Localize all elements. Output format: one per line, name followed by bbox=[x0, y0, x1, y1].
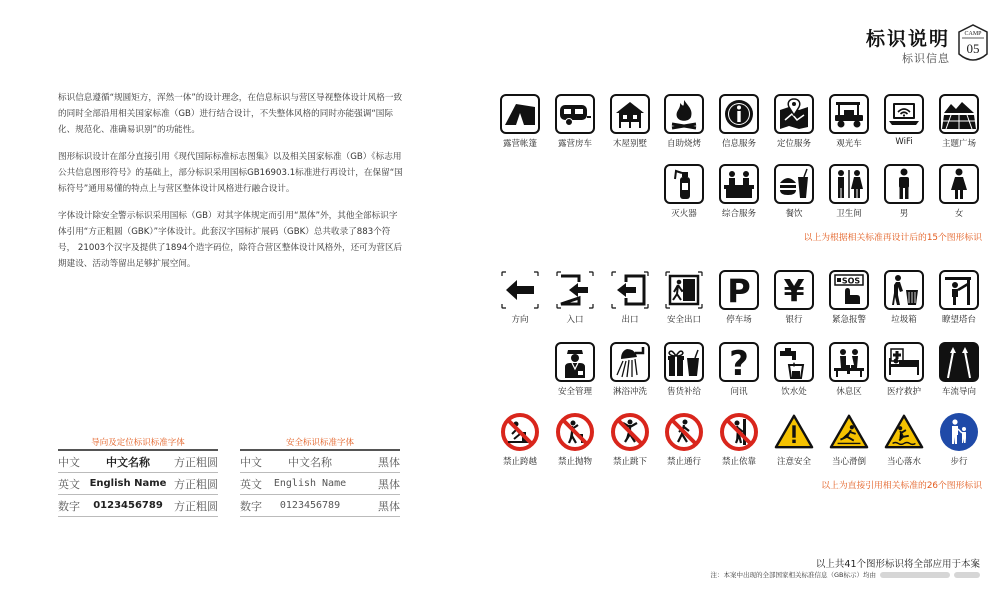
icon-label: 出口 bbox=[621, 315, 639, 325]
table-row bbox=[58, 473, 218, 495]
pedestrian-icon-tile bbox=[939, 412, 983, 467]
rest-area-icon-tile bbox=[829, 342, 873, 397]
lookout-icon bbox=[939, 270, 979, 310]
security-icon-tile bbox=[555, 342, 599, 397]
restroom-icon-tile bbox=[829, 164, 873, 219]
sos-icon-tile bbox=[829, 270, 873, 325]
icon-label: 医疗救护 bbox=[886, 387, 921, 397]
sos-icon bbox=[829, 270, 869, 310]
table-cell: 中文 bbox=[240, 455, 262, 469]
no-climbing-icon bbox=[500, 412, 540, 452]
table-row bbox=[240, 473, 400, 495]
note-direct: 以上为直接引用相关标准的26个图形标识 bbox=[821, 481, 982, 491]
icon-label: 紧急报警 bbox=[831, 315, 866, 325]
exit-icon bbox=[610, 270, 650, 310]
table-cell: 英文 bbox=[58, 477, 80, 491]
note-redesigned: 以上为根据相关标准再设计后的15个图形标识 bbox=[803, 233, 982, 243]
table-cell: 方正粗圆 bbox=[174, 477, 218, 491]
no-throwing-icon-tile bbox=[555, 412, 599, 467]
restroom-icon bbox=[829, 164, 869, 204]
fall-water-icon bbox=[884, 412, 924, 452]
intro-paragraph: 图形标识设计在部分直接引用《现代国际标准标志图集》以及相关国家标准（GB）《标志用公共信息图形符号》的基础上，部分标识采用国标GB16903.1标准进行再设计，在保留“国标符号”通用易懂的特点上与营区整体设计风格进行融合设计。 bbox=[58, 152, 403, 194]
shower-icon-tile bbox=[610, 342, 654, 397]
icon-label: 露营房车 bbox=[557, 139, 592, 149]
svg-text:SOS: SOS bbox=[841, 276, 861, 286]
table-cell: 英文 bbox=[240, 477, 262, 491]
icon-label: 禁止跳下 bbox=[612, 457, 647, 467]
campfire-icon-tile bbox=[664, 94, 708, 149]
table-cell: 数字 bbox=[58, 499, 80, 513]
icon-label: 木屋别墅 bbox=[612, 139, 647, 149]
extinguisher-icon bbox=[664, 164, 704, 204]
icon-label: 定位服务 bbox=[776, 139, 811, 149]
no-climbing-icon-tile bbox=[500, 412, 544, 467]
page-title: 标识说明 bbox=[865, 28, 950, 50]
icon-label: 禁止跨越 bbox=[502, 457, 537, 467]
male-icon bbox=[884, 164, 924, 204]
map-pin-icon-tile bbox=[774, 94, 818, 149]
entrance-icon-tile bbox=[555, 270, 599, 325]
icon-label: 观光车 bbox=[836, 139, 862, 149]
male-icon-tile bbox=[884, 164, 928, 219]
table-cell: 方正粗圆 bbox=[174, 499, 218, 513]
no-entry-icon-tile bbox=[664, 412, 708, 467]
icon-label: 男 bbox=[899, 209, 909, 219]
font-table-caption: 导向及定位标识标准字体 bbox=[58, 436, 218, 451]
table-cell: English Name bbox=[273, 478, 347, 489]
redacted-text bbox=[880, 572, 950, 578]
campfire-icon bbox=[664, 94, 704, 134]
svg-text:?: ? bbox=[729, 345, 749, 379]
info-icon bbox=[719, 94, 759, 134]
footer-note bbox=[711, 570, 981, 579]
shop-icon-tile bbox=[664, 342, 708, 397]
table-row bbox=[240, 451, 400, 473]
cabin-icon-tile bbox=[610, 94, 654, 149]
laptop-wifi-icon bbox=[884, 94, 924, 134]
drinking-water-icon-tile bbox=[774, 342, 818, 397]
svg-text:P: P bbox=[727, 274, 751, 306]
slippery-icon bbox=[829, 412, 869, 452]
intro-paragraph: 标识信息遵循“规圆矩方，浑然一体”的设计理念，在信息标识与营区导视整体设计风格一致的同时全部沿用相关国家标准（GB）进行结合设计，不失整体风格的同时亦能强调“国际化、规范化、准确易识别”的功能性。 bbox=[58, 93, 403, 135]
question-icon bbox=[719, 342, 759, 382]
icon-label: 入口 bbox=[566, 315, 584, 325]
no-jumping-icon bbox=[610, 412, 650, 452]
icon-label: 淋浴冲洗 bbox=[612, 387, 647, 397]
no-leaning-icon-tile bbox=[719, 412, 763, 467]
icon-label: 休息区 bbox=[836, 387, 862, 397]
icon-label: 自助烧烤 bbox=[666, 139, 701, 149]
female-icon bbox=[939, 164, 979, 204]
font-table-caption: 安全标识标准字体 bbox=[240, 436, 400, 451]
camp-badge bbox=[956, 22, 990, 66]
svg-text:¥: ¥ bbox=[783, 274, 805, 306]
service-desk-icon bbox=[719, 164, 759, 204]
shower-icon bbox=[610, 342, 650, 382]
cabin-icon bbox=[610, 94, 650, 134]
table-row bbox=[240, 495, 400, 517]
drinking-water-icon bbox=[774, 342, 814, 382]
traffic-direction-icon-tile bbox=[939, 342, 983, 397]
icon-label: 问讯 bbox=[730, 387, 748, 397]
parking-icon bbox=[719, 270, 759, 310]
icon-label: 银行 bbox=[785, 315, 803, 325]
icon-label: 禁止抛物 bbox=[557, 457, 592, 467]
arrow-left-icon-tile bbox=[500, 270, 544, 325]
intro-text bbox=[58, 90, 406, 283]
icon-label: WiFi bbox=[895, 137, 913, 147]
no-throwing-icon bbox=[555, 412, 595, 452]
security-icon bbox=[555, 342, 595, 382]
table-cell: 中文 bbox=[58, 455, 80, 469]
table-cell: 黑体 bbox=[378, 477, 400, 491]
golf-cart-icon-tile bbox=[829, 94, 873, 149]
icon-label: 信息服务 bbox=[721, 139, 756, 149]
shop-icon bbox=[664, 342, 704, 382]
table-row bbox=[58, 451, 218, 473]
font-table-safety bbox=[240, 436, 400, 517]
icon-label: 露营帐篷 bbox=[502, 139, 537, 149]
pedestrian-icon bbox=[939, 412, 979, 452]
intro-paragraph: 字体设计除安全警示标识采用国标（GB）对其字体规定而引用“黑体”外，其他全部标识字体引用“方正粗圆（GBK）”字体设计。此套汉字国标扩展码（GBK）总共收录了883个符号， 21003个汉字及提供了1894个造字码位，除符合营区整体设计风格外，还可为营区后期建设、活动等留出足够扩展空间。 bbox=[58, 211, 403, 269]
rest-area-icon bbox=[829, 342, 869, 382]
icon-label: 禁止依靠 bbox=[721, 457, 756, 467]
footer-note-text: 注：本案中出现的全部国家相关标准信息（GB标示）均由 bbox=[710, 571, 876, 579]
icon-label: 饮水处 bbox=[781, 387, 807, 397]
icon-label: 主题广场 bbox=[941, 139, 976, 149]
table-cell: 中文名称 bbox=[288, 455, 332, 469]
icon-label: 当心落水 bbox=[886, 457, 921, 467]
extinguisher-icon-tile bbox=[664, 164, 708, 219]
question-icon-tile bbox=[719, 342, 763, 397]
icon-label: 当心滑倒 bbox=[831, 457, 866, 467]
tent-icon bbox=[500, 94, 540, 134]
plaza-icon bbox=[939, 94, 979, 134]
caravan-icon-tile bbox=[555, 94, 599, 149]
redacted-text bbox=[954, 572, 980, 578]
footer-summary: 以上共41个图形标识将全部应用于本案 bbox=[815, 559, 980, 570]
table-cell: 中文名称 bbox=[106, 455, 150, 469]
icon-label: 女 bbox=[954, 209, 964, 219]
trash-icon-tile bbox=[884, 270, 928, 325]
service-desk-icon-tile bbox=[719, 164, 763, 219]
emergency-exit-icon-tile bbox=[664, 270, 708, 325]
icon-label: 垃圾箱 bbox=[891, 315, 917, 325]
icon-label: 禁止通行 bbox=[666, 457, 701, 467]
font-table-guide bbox=[58, 436, 218, 517]
no-entry-icon bbox=[664, 412, 704, 452]
plaza-icon-tile bbox=[939, 94, 983, 149]
food-icon bbox=[774, 164, 814, 204]
icon-label: 餐饮 bbox=[785, 209, 803, 219]
table-cell: 黑体 bbox=[378, 499, 400, 513]
icon-label: 步行 bbox=[950, 457, 968, 467]
icon-label: 卫生间 bbox=[836, 209, 862, 219]
info-icon-tile bbox=[719, 94, 763, 149]
table-cell: 0123456789 bbox=[279, 500, 341, 511]
fall-water-icon-tile bbox=[884, 412, 928, 467]
icon-label: 售货补给 bbox=[666, 387, 701, 397]
caution-icon bbox=[774, 412, 814, 452]
female-icon-tile bbox=[939, 164, 983, 219]
icon-label: 车流导向 bbox=[941, 387, 976, 397]
tent-icon-tile bbox=[500, 94, 544, 149]
entrance-icon bbox=[555, 270, 595, 310]
parking-icon-tile bbox=[719, 270, 763, 325]
no-jumping-icon-tile bbox=[610, 412, 654, 467]
no-leaning-icon bbox=[719, 412, 759, 452]
icon-label: 瞭望塔台 bbox=[941, 315, 976, 325]
golf-cart-icon bbox=[829, 94, 869, 134]
medical-icon bbox=[884, 342, 924, 382]
page-subtitle: 标识信息 bbox=[902, 52, 950, 65]
icon-label: 方向 bbox=[511, 315, 529, 325]
exit-icon-tile bbox=[610, 270, 654, 325]
arrow-left-icon bbox=[500, 270, 540, 310]
laptop-wifi-icon-tile bbox=[884, 94, 928, 147]
table-cell: 数字 bbox=[240, 499, 262, 513]
icon-label: 安全出口 bbox=[666, 315, 701, 325]
medical-icon-tile bbox=[884, 342, 928, 397]
slippery-icon-tile bbox=[829, 412, 873, 467]
map-pin-icon bbox=[774, 94, 814, 134]
caravan-icon bbox=[555, 94, 595, 134]
traffic-direction-icon bbox=[939, 342, 979, 382]
table-cell: English Name bbox=[89, 478, 167, 489]
icon-label: 安全管理 bbox=[557, 387, 592, 397]
icon-label: 综合服务 bbox=[721, 209, 756, 219]
trash-icon bbox=[884, 270, 924, 310]
lookout-icon-tile bbox=[939, 270, 983, 325]
bank-icon bbox=[774, 270, 814, 310]
bank-icon-tile bbox=[774, 270, 818, 325]
badge-top-text: CAMP bbox=[964, 31, 982, 37]
icon-label: 注意安全 bbox=[776, 457, 811, 467]
caution-icon-tile bbox=[774, 412, 818, 467]
icon-label: 灭火器 bbox=[671, 209, 697, 219]
badge-number: 05 bbox=[966, 41, 980, 56]
table-cell: 黑体 bbox=[378, 455, 400, 469]
table-cell: 0123456789 bbox=[93, 500, 163, 511]
table-cell: 方正粗圆 bbox=[174, 455, 218, 469]
icon-label: 停车场 bbox=[726, 315, 752, 325]
emergency-exit-icon bbox=[664, 270, 704, 310]
table-row bbox=[58, 495, 218, 517]
food-icon-tile bbox=[774, 164, 818, 219]
